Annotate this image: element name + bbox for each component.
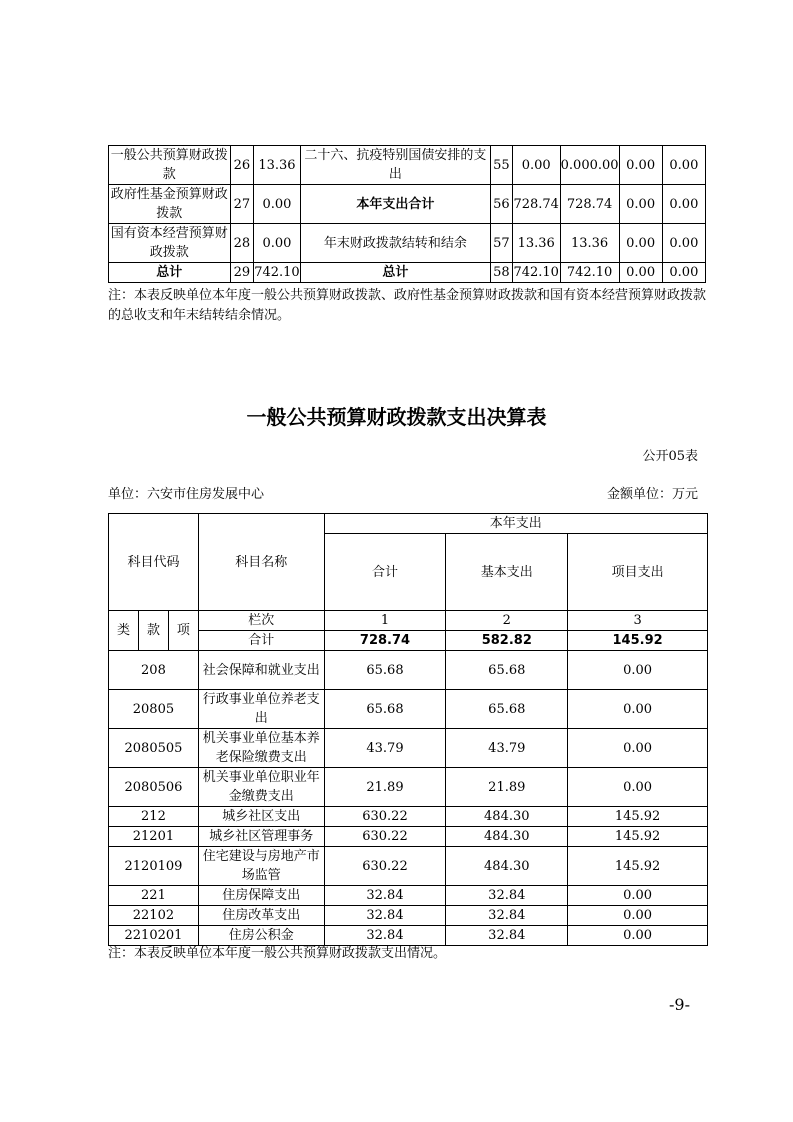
total-cell: 32.84 (324, 906, 446, 926)
table-row (109, 768, 708, 807)
total-cell: 21.89 (324, 768, 446, 807)
header-basic: 基本支出 (446, 534, 568, 611)
page-number: -9- (669, 995, 690, 1014)
header-name: 科目名称 (198, 514, 324, 611)
value-cell: 13.36 (512, 224, 560, 263)
table-row (109, 847, 708, 886)
project-cell: 145.92 (568, 807, 708, 827)
subject-name: 住房保障支出 (198, 886, 324, 906)
table-row (109, 729, 708, 768)
value-cell: 728.74 (512, 185, 560, 224)
header-xiang: 项 (168, 611, 198, 651)
income-item-name: 国有资本经营预算财政拨款 (109, 224, 231, 263)
basic-cell: 32.84 (446, 906, 568, 926)
row-number: 26 (230, 146, 254, 185)
header-project: 项目支出 (568, 534, 708, 611)
basic-cell: 32.84 (446, 926, 568, 946)
carryover-table (108, 145, 706, 283)
subject-name: 住房公积金 (198, 926, 324, 946)
subject-code: 221 (109, 886, 199, 906)
table-row (109, 224, 706, 263)
table-row (109, 690, 708, 729)
row-number: 58 (491, 263, 513, 283)
project-cell: 145.92 (568, 827, 708, 847)
row-number: 57 (491, 224, 513, 263)
income-item-name: 政府性基金预算财政拨款 (109, 185, 231, 224)
subject-code: 20805 (109, 690, 199, 729)
table-row (109, 807, 708, 827)
value-cell: 0.00 (662, 263, 705, 283)
subject-name: 机关事业单位基本养老保险缴费支出 (198, 729, 324, 768)
table-row (109, 926, 708, 946)
project-cell: 0.00 (568, 926, 708, 946)
subject-code: 22102 (109, 906, 199, 926)
income-item-name: 一般公共预算财政拨款 (109, 146, 231, 185)
value-cell: 0.00 (662, 185, 705, 224)
project-cell: 0.00 (568, 651, 708, 690)
subject-name: 行政事业单位养老支出 (198, 690, 324, 729)
total-label: 总计 (109, 263, 231, 283)
value-cell: 0.00 (662, 224, 705, 263)
total-cell: 630.22 (324, 827, 446, 847)
basic-cell: 484.30 (446, 807, 568, 827)
expense-item-name: 本年支出合计 (300, 185, 490, 224)
income-value: 0.00 (254, 185, 301, 224)
total-cell: 65.68 (324, 651, 446, 690)
value-cell: 0.00 (619, 224, 662, 263)
basic-cell: 65.68 (446, 690, 568, 729)
subject-code: 2080506 (109, 768, 199, 807)
row-number: 28 (230, 224, 254, 263)
header-lanci: 栏次 (198, 611, 324, 631)
basic-cell: 484.30 (446, 847, 568, 886)
sum-label: 合计 (198, 631, 324, 651)
header-kuan: 款 (138, 611, 168, 651)
project-cell: 0.00 (568, 768, 708, 807)
total-cell: 630.22 (324, 847, 446, 886)
subject-name: 社会保障和就业支出 (198, 651, 324, 690)
subject-name: 住房改革支出 (198, 906, 324, 926)
subject-code: 2210201 (109, 926, 199, 946)
basic-cell: 21.89 (446, 768, 568, 807)
subject-name: 城乡社区支出 (198, 807, 324, 827)
col-number: 2 (446, 611, 568, 631)
basic-cell: 43.79 (446, 729, 568, 768)
amount-unit-label: 金额单位：万元 (606, 487, 698, 502)
project-cell: 0.00 (568, 690, 708, 729)
row-number: 27 (230, 185, 254, 224)
basic-cell: 32.84 (446, 886, 568, 906)
subject-name: 住宅建设与房地产市场监管 (198, 847, 324, 886)
value-cell: 0.00 (662, 146, 705, 185)
value-cell: 742.10 (512, 263, 560, 283)
table-note: 注：本表反映单位本年度一般公共预算财政拨款、政府性基金预算财政拨款和国有资本经营预算财政拨款的总收支和年末结转结余情况。 (108, 288, 707, 323)
expense-item-name: 二十六、抗疫特别国债安排的支出 (300, 146, 490, 185)
total-label: 总计 (300, 263, 490, 283)
unit-label: 单位：六安市住房发展中心 (108, 487, 265, 502)
header-total: 合计 (324, 534, 446, 611)
value-cell: 0.00 (619, 185, 662, 224)
income-value: 742.10 (254, 263, 301, 283)
expenditure-table (108, 513, 708, 946)
value-cell: 0.000.00 (560, 146, 619, 185)
row-number: 29 (230, 263, 254, 283)
col-number: 1 (324, 611, 446, 631)
col-number: 3 (568, 611, 708, 631)
table-row (109, 827, 708, 847)
table-row (109, 651, 708, 690)
project-cell: 0.00 (568, 906, 708, 926)
project-cell: 145.92 (568, 847, 708, 886)
header-lei: 类 (109, 611, 139, 651)
value-cell: 0.00 (619, 263, 662, 283)
table-row (109, 886, 708, 906)
value-cell: 0.00 (619, 146, 662, 185)
value-cell: 0.00 (512, 146, 560, 185)
subject-code: 212 (109, 807, 199, 827)
total-row (109, 263, 706, 283)
total-cell: 43.79 (324, 729, 446, 768)
sum-project: 145.92 (568, 631, 708, 651)
row-number: 55 (491, 146, 513, 185)
basic-cell: 484.30 (446, 827, 568, 847)
basic-cell: 65.68 (446, 651, 568, 690)
project-cell: 0.00 (568, 729, 708, 768)
total-cell: 32.84 (324, 926, 446, 946)
header-group: 本年支出 (324, 514, 707, 534)
subject-name: 机关事业单位职业年金缴费支出 (198, 768, 324, 807)
form-number: 公开05表 (642, 449, 698, 464)
row-number: 56 (491, 185, 513, 224)
section-title: 一般公共预算财政拨款支出决算表 (246, 405, 547, 429)
project-cell: 0.00 (568, 886, 708, 906)
table-note: 注：本表反映单位本年度一般公共预算财政拨款支出情况。 (108, 946, 447, 961)
sum-row (109, 631, 708, 651)
subject-name: 城乡社区管理事务 (198, 827, 324, 847)
subject-code: 2120109 (109, 847, 199, 886)
value-cell: 742.10 (560, 263, 619, 283)
subject-code: 21201 (109, 827, 199, 847)
value-cell: 13.36 (560, 224, 619, 263)
sum-basic: 582.82 (446, 631, 568, 651)
income-value: 0.00 (254, 224, 301, 263)
table-row (109, 185, 706, 224)
total-cell: 32.84 (324, 886, 446, 906)
subject-code: 208 (109, 651, 199, 690)
total-cell: 630.22 (324, 807, 446, 827)
sum-total: 728.74 (324, 631, 446, 651)
header-code: 科目代码 (109, 514, 199, 611)
value-cell: 728.74 (560, 185, 619, 224)
table-row (109, 906, 708, 926)
expense-item-name: 年末财政拨款结转和结余 (300, 224, 490, 263)
income-value: 13.36 (254, 146, 301, 185)
subject-code: 2080505 (109, 729, 199, 768)
total-cell: 65.68 (324, 690, 446, 729)
table-row (109, 146, 706, 185)
